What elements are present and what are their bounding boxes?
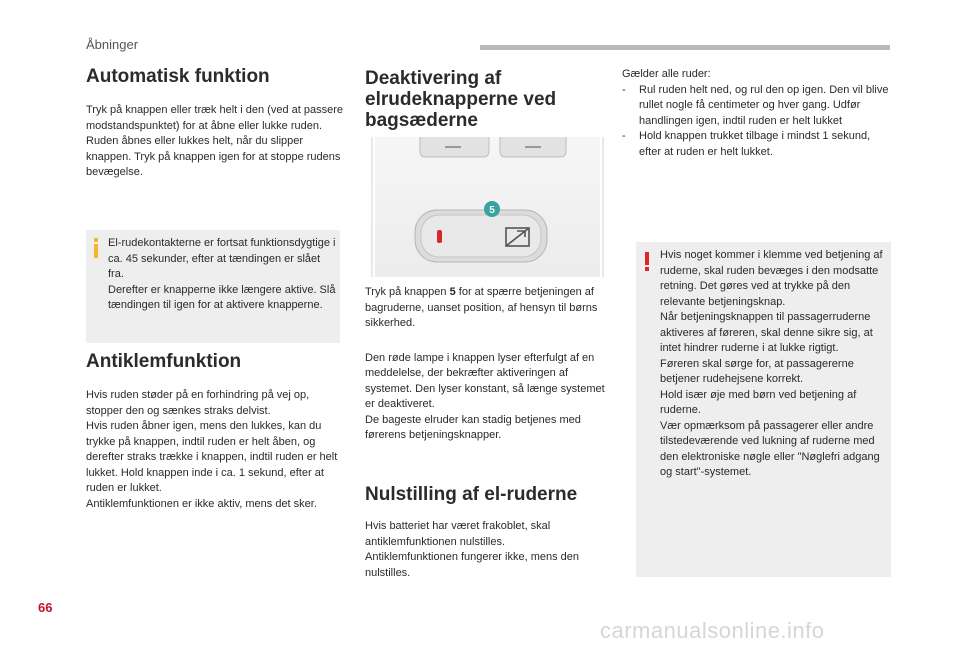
column-1 xyxy=(86,66,344,181)
warning-line: Føreren skal sørge for, at passagererne betjener rudehejsene korrekt. xyxy=(660,357,854,385)
antipinch-line: Hvis ruden åbner igen, mens den lukkes, kan du trykke på knappen, indtil ruden er helt åben, og derefter straks trække i knappen, indtil ruden er helt lukket. Hold knappen inde i ca. 1 sekund, efter at ruden er lukket. xyxy=(86,420,338,494)
column-2 xyxy=(365,68,605,131)
list-item xyxy=(622,83,890,130)
info-text xyxy=(108,236,336,314)
warning-line: Vær opmærksom på passagerer eller andre tilstedeværende ved lukning af ruderne med den elektroniske nøgle eller "Nøglefri adgang og start"-systemet. xyxy=(660,419,880,478)
window-switch-illustration xyxy=(365,137,610,277)
watermark: carmanualsonline.info xyxy=(600,618,825,643)
antipinch-line: Hvis ruden støder på en forhindring på vej op, stopper den og sænkes straks delvist. xyxy=(86,389,310,417)
info-line: Derefter er knapperne ikke længere aktive. Slå tændingen til igen for at aktivere knapperne. xyxy=(108,283,336,311)
lamp-line: De bageste elruder kan stadig betjenes med førerens betjeningsknapper. xyxy=(365,413,581,441)
list-item xyxy=(622,129,890,160)
heading-deactivation: Deaktivering af elrudeknapperne ved bagsæderne xyxy=(365,68,557,131)
info-line: El-rudekontakterne er fortsat funktionsdygtige i ca. 45 sekunder, efter at tændingen er slået fra. xyxy=(108,237,336,280)
list-item-text: Hold knappen trukket tilbage i mindst 1 sekund, efter at ruden er helt lukket. xyxy=(639,130,871,158)
text-run: Tryk på knappen xyxy=(365,286,450,298)
paragraph-antipinch xyxy=(86,388,344,512)
heading-automatic-function: Automatisk funktion xyxy=(86,66,270,87)
paragraph-red-lamp xyxy=(365,351,605,444)
heading-antipinch: Antiklemfunktion xyxy=(86,351,242,372)
callout-5: 5 xyxy=(489,205,495,216)
section-label: Åbninger xyxy=(86,37,139,52)
column-2-reset xyxy=(365,484,605,581)
paragraph-all-windows: Gælder alle ruder: xyxy=(622,68,711,80)
list-item-text: Rul ruden helt ned, og rul den op igen. Den vil blive rullet nogle få centimeter og hver gang. Udfør handlingen igen, indtil ruden er helt lukket xyxy=(639,83,889,127)
list-dash: - xyxy=(622,130,626,142)
reset-line: Antiklemfunktionen fungerer ikke, mens den nulstilles. xyxy=(365,551,580,579)
header-rule xyxy=(480,45,890,50)
reset-line: Hvis batteriet har været frakoblet, skal antiklemfunktionen nulstilles. xyxy=(365,520,551,548)
text-run: for at spærre betjeningen af bagruderne, uanset position, af hensyn til børns sikkerhed. xyxy=(365,286,598,329)
warning-line: Hvis noget kommer i klemme ved betjening af ruderne, skal ruden bevæges i den modsatte retning. Det gøres ved at trykke på den relevante betjeningsknap. xyxy=(660,249,883,308)
button-ref: 5 xyxy=(449,286,456,298)
warning-text xyxy=(660,248,888,481)
column-2-lower xyxy=(365,285,605,444)
procedure-list xyxy=(622,83,890,161)
info-icon xyxy=(92,238,100,258)
page-number: 66 xyxy=(38,600,53,615)
paragraph-reset xyxy=(365,519,605,581)
list-dash: - xyxy=(622,83,626,96)
warning-box xyxy=(636,242,891,577)
column-3 xyxy=(622,67,890,160)
column-1-lower xyxy=(86,351,344,512)
warning-line: Hold især øje med børn ved betjening af ruderne. xyxy=(660,388,857,416)
lamp-line: Den røde lampe i knappen lyser efterfulgt af en meddelelse, der bekræfter aktiveringen af systemet. Den lyser konstant, så længe systemet er deaktiveret. xyxy=(365,351,605,410)
heading-reset: Nulstilling af el-ruderne xyxy=(365,484,578,505)
warning-icon xyxy=(644,252,650,272)
paragraph-automatic: Tryk på knappen eller træk helt i den (ved at passere modstandspunktet) for at åbne eller lukke ruden. Ruden åbnes eller lukkes helt, når du slipper knappen. Tryk på knappen igen for at stoppe rudens bevægelse. xyxy=(86,104,344,178)
warning-line: Når betjeningsknappen til passagerruderne aktiveres af føreren, skal denne sikre sig, at intet hindrer ruderne i at lukke rigtigt. xyxy=(660,311,873,354)
info-box xyxy=(86,230,340,343)
paragraph-lock-button xyxy=(365,285,605,332)
antipinch-line: Antiklemfunktionen er ikke aktiv, mens det sker. xyxy=(86,497,317,510)
